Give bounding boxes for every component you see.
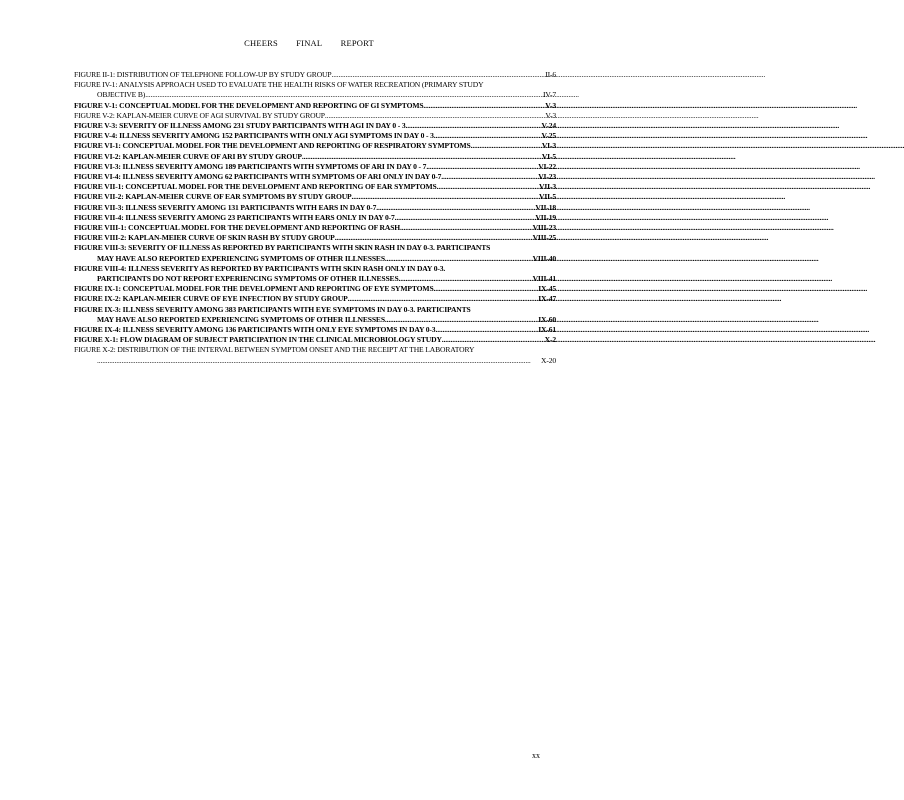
toc-entry[interactable]: [74, 162, 556, 172]
toc-entry-page: VIII-25: [532, 233, 556, 243]
toc-entry-title: FIGURE VI-4: ILLNESS SEVERITY AMONG 62 PARTICIPANTS WITH SYMPTOMS OF ARI ONLY IN DAY 0-7: [74, 172, 442, 182]
dot-leader: [97, 356, 540, 366]
dot-leader: [434, 131, 541, 141]
toc-entry-title: FIGURE VIII-3: SEVERITY OF ILLNESS AS REPORTED BY PARTICIPANTS WITH SKIN RASH IN DAY 0-3. PARTICIPANTS: [74, 243, 491, 253]
dot-leader: [400, 223, 532, 233]
toc-entry-title: FIGURE V-4: ILLNESS SEVERITY AMONG 152 PARTICIPANTS WITH ONLY AGI SYMPTOMS IN DAY 0 - 3: [74, 131, 434, 141]
dot-leader: [437, 182, 538, 192]
toc-entry-title: FIGURE IX-4: ILLNESS SEVERITY AMONG 136 PARTICIPANTS WITH ONLY EYE SYMPTOMS IN DAY 0-3: [74, 325, 436, 335]
toc-entry[interactable]: [74, 121, 556, 131]
dot-leader: [335, 233, 532, 243]
toc-entry-title: MAY HAVE ALSO REPORTED EXPERIENCING SYMPTOMS OF OTHER ILLNESSES: [97, 253, 385, 263]
toc-entry[interactable]: [74, 111, 556, 121]
header-word: FINAL: [296, 38, 323, 48]
toc-entry[interactable]: [74, 80, 556, 100]
toc-entry-page: IX-45: [538, 284, 556, 294]
dot-leader: [435, 325, 537, 335]
toc-entry-title: FIGURE VII-3: ILLNESS SEVERITY AMONG 131 PARTICIPANTS WITH EARS IN DAY 0-7: [74, 202, 377, 212]
header-word: REPORT: [340, 38, 374, 48]
toc-entry-title: FIGURE VI-1: CONCEPTUAL MODEL FOR THE DEVELOPMENT AND REPORTING OF RESPIRATORY SYMPTOMS: [74, 141, 471, 151]
toc-entry-title: FIGURE VIII-4: ILLNESS SEVERITY AS REPORTED BY PARTICIPANTS WITH SKIN RASH ONLY IN DAY 0-3.: [74, 263, 446, 273]
toc-entry-title: OBJECTIVE B): [97, 90, 146, 100]
toc-entry-title: MAY HAVE ALSO REPORTED EXPERIENCING SYMPTOMS OF OTHER ILLNESSES: [97, 314, 385, 324]
dot-leader: [426, 162, 537, 172]
toc-entry-page: V-24: [541, 121, 556, 131]
header-word: CHEERS: [244, 38, 278, 48]
toc-entry[interactable]: [74, 213, 556, 223]
toc-entry[interactable]: [74, 70, 556, 80]
toc-entry-title: FIGURE V-3: SEVERITY OF ILLNESS AMONG 231 STUDY PARTICIPANTS WITH AGI IN DAY 0 - 3: [74, 121, 406, 131]
dot-leader: [442, 335, 544, 345]
toc-entry-title: FIGURE V-1: CONCEPTUAL MODEL FOR THE DEVELOPMENT AND REPORTING OF GI SYMPTOMS: [74, 100, 424, 110]
toc-entry-page: VI-22: [538, 161, 556, 171]
toc-entry-title: FIGURE II-1: DISTRIBUTION OF TELEPHONE FOLLOW-UP BY STUDY GROUP: [74, 70, 332, 79]
toc-entry-title: FIGURE V-2: KAPLAN-MEIER CURVE OF AGI SURVIVAL BY STUDY GROUP: [74, 110, 325, 120]
dot-leader: [399, 274, 532, 284]
toc-entry[interactable]: [74, 345, 556, 365]
toc-entry-title: FIGURE VI-2: KAPLAN-MEIER CURVE OF ARI BY STUDY GROUP: [74, 151, 302, 161]
toc-entry-page: IX-61: [538, 325, 556, 335]
toc-entry[interactable]: [74, 203, 556, 213]
page-number: xx: [532, 751, 540, 760]
toc-entry[interactable]: [74, 172, 556, 182]
dot-leader: [423, 101, 544, 111]
dot-leader: [348, 294, 538, 304]
toc-entry-page: VI-23: [538, 172, 556, 182]
dot-leader: [352, 192, 538, 202]
toc-entry[interactable]: [74, 264, 556, 284]
toc-entry-title: FIGURE X-1: FLOW DIAGRAM OF SUBJECT PARTICIPATION IN THE CLINICAL MICROBIOLOGY STUDY: [74, 335, 442, 345]
toc-entry-title: FIGURE VII-4: ILLNESS SEVERITY AMONG 23 PARTICIPANTS WITH EARS ONLY IN DAY 0-7: [74, 212, 395, 222]
toc-entry-title: FIGURE VII-1: CONCEPTUAL MODEL FOR THE DEVELOPMENT AND REPORTING OF EAR SYMPTOMS: [74, 182, 437, 192]
dot-leader: [331, 70, 544, 80]
toc-entry-page: V-25: [541, 131, 556, 141]
toc-entry-page: VII-3: [539, 182, 556, 192]
toc-entry-page: IX-60: [538, 314, 556, 324]
dot-leader: [441, 172, 537, 182]
toc-entry-page: VII-5: [539, 192, 556, 202]
toc-entry-page: V-3: [545, 110, 556, 120]
toc-entry-title: FIGURE X-2: DISTRIBUTION OF THE INTERVAL BETWEEN SYMPTOM ONSET AND THE RECEIPT AT THE LABORATORY: [74, 345, 475, 355]
toc-entry[interactable]: [74, 233, 556, 243]
toc-entry[interactable]: [74, 243, 556, 263]
toc-entry-page: V-3: [545, 100, 556, 110]
list-of-figures: [74, 70, 556, 366]
toc-entry[interactable]: [74, 305, 556, 325]
dot-leader: [376, 203, 534, 213]
dot-leader: [385, 315, 537, 325]
toc-entry[interactable]: [74, 182, 556, 192]
dot-leader: [325, 111, 544, 121]
toc-entry-page: X-20: [540, 355, 556, 365]
toc-entry[interactable]: [74, 294, 556, 304]
toc-entry-page: X-2: [544, 335, 556, 345]
toc-entry-title: FIGURE VIII-2: KAPLAN-MEIER CURVE OF SKIN RASH BY STUDY GROUP: [74, 233, 335, 243]
dot-leader: [145, 90, 542, 100]
toc-entry-page: VI-5: [541, 151, 556, 161]
toc-entry[interactable]: [74, 223, 556, 233]
toc-entry[interactable]: [74, 152, 556, 162]
toc-entry-title: FIGURE IV-1: ANALYSIS APPROACH USED TO EVALUATE THE HEALTH RISKS OF WATER RECREATION (PRIMARY STUDY: [74, 80, 484, 90]
toc-entry-page: VIII-41: [532, 274, 556, 284]
toc-entry[interactable]: [74, 141, 556, 151]
dot-leader: [434, 284, 538, 294]
toc-entry-title: FIGURE VII-2: KAPLAN-MEIER CURVE OF EAR SYMPTOMS BY STUDY GROUP: [74, 192, 352, 202]
dot-leader: [302, 152, 541, 162]
toc-entry-title: PARTICIPANTS DO NOT REPORT EXPERIENCING SYMPTOMS OF OTHER ILLNESSES: [97, 274, 399, 284]
dot-leader: [406, 121, 541, 131]
dot-leader: [385, 254, 532, 264]
toc-entry-title: FIGURE VI-3: ILLNESS SEVERITY AMONG 189 PARTICIPANTS WITH SYMPTOMS OF ARI IN DAY 0 - 7: [74, 161, 427, 171]
toc-entry-page: IX-47: [538, 294, 556, 304]
toc-entry[interactable]: [74, 335, 556, 345]
running-header: [0, 38, 618, 48]
toc-entry-page: IV-7: [542, 90, 556, 100]
toc-entry[interactable]: [74, 284, 556, 294]
toc-entry[interactable]: [74, 131, 556, 141]
toc-entry[interactable]: [74, 101, 556, 111]
toc-entry-page: VII-19: [535, 212, 556, 222]
toc-entry-page: VIII-40: [532, 253, 556, 263]
toc-entry-page: II-6: [545, 70, 556, 79]
dot-leader: [395, 213, 535, 223]
toc-entry[interactable]: [74, 192, 556, 202]
toc-entry-page: VIII-23: [532, 223, 556, 233]
toc-entry-page: VII-18: [535, 202, 556, 212]
toc-entry[interactable]: [74, 325, 556, 335]
toc-entry-page: VI-3: [541, 141, 556, 151]
toc-entry-title: FIGURE VIII-1: CONCEPTUAL MODEL FOR THE DEVELOPMENT AND REPORTING OF RASH: [74, 223, 401, 233]
toc-entry-title: FIGURE IX-1: CONCEPTUAL MODEL FOR THE DEVELOPMENT AND REPORTING OF EYE SYMPTOMS: [74, 284, 434, 294]
dot-leader: [471, 141, 541, 151]
toc-entry-title: FIGURE IX-3: ILLNESS SEVERITY AMONG 383 PARTICIPANTS WITH EYE SYMPTOMS IN DAY 0-3. PARTICIPANTS: [74, 304, 471, 314]
toc-entry-title: FIGURE IX-2: KAPLAN-MEIER CURVE OF EYE INFECTION BY STUDY GROUP: [74, 294, 348, 304]
